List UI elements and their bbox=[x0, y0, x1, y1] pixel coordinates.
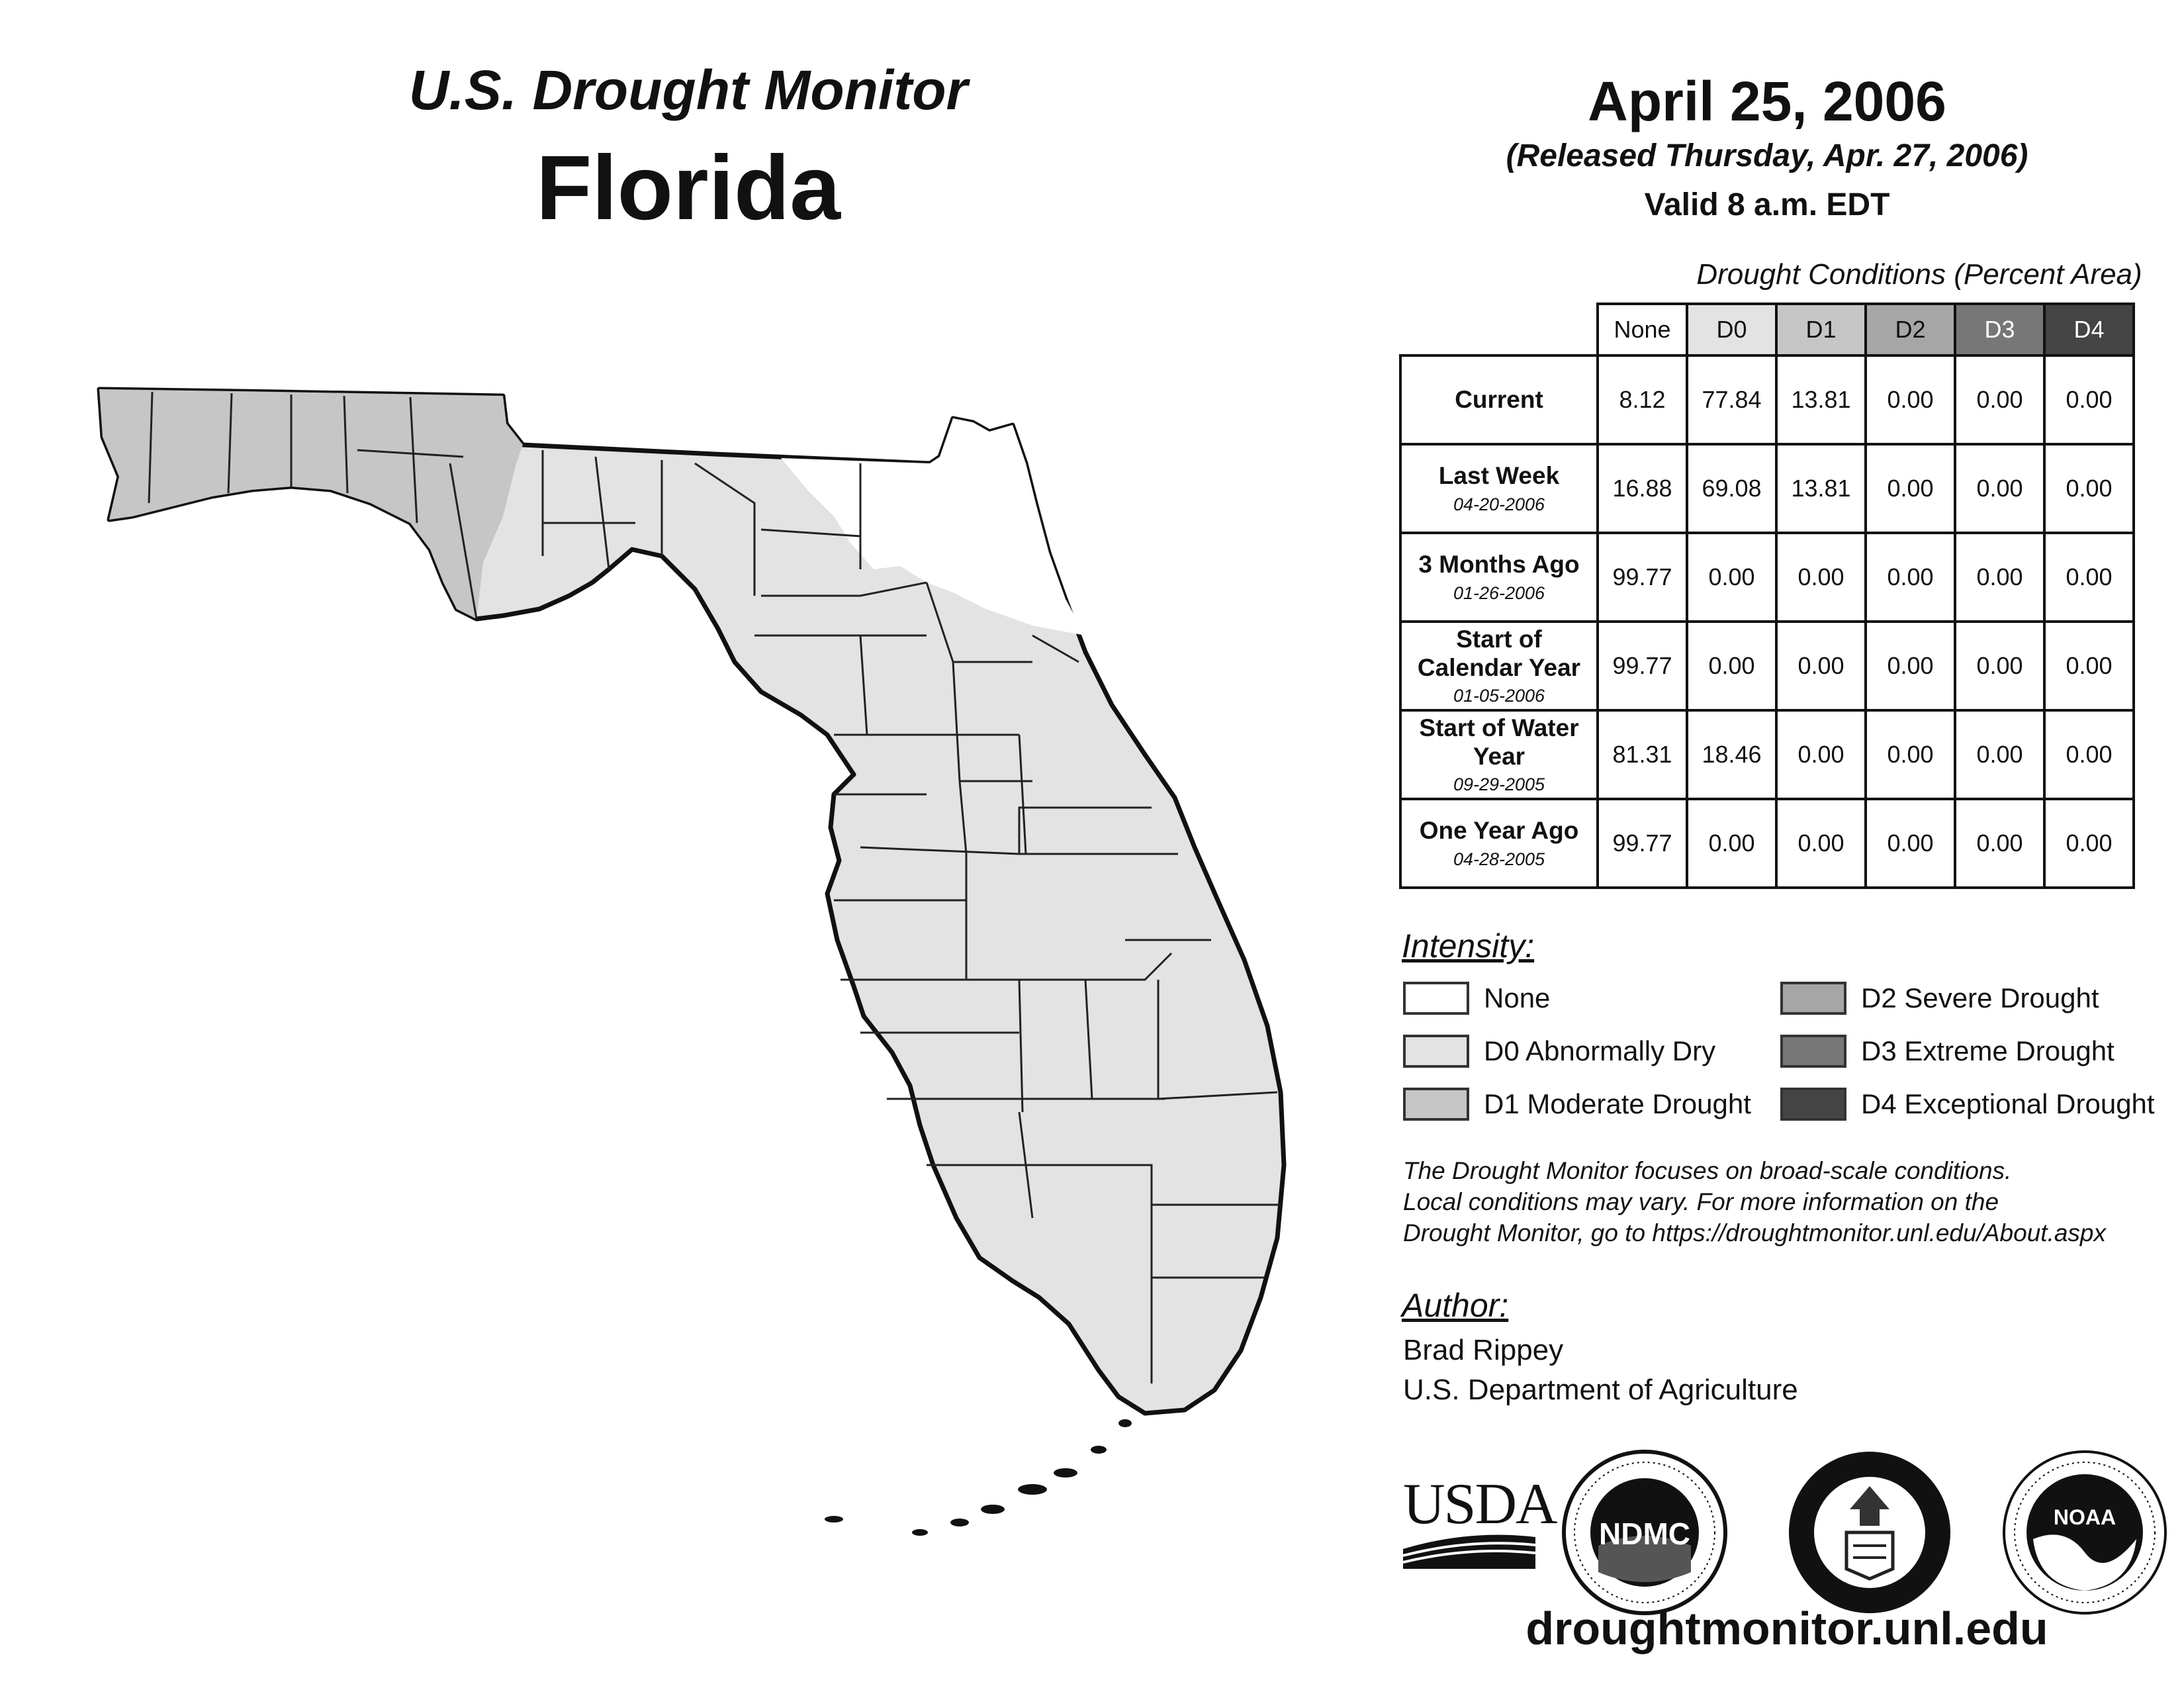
drought-conditions-table bbox=[1399, 303, 2135, 889]
legend-title: Intensity: bbox=[1402, 927, 1535, 964]
cell-d4: 0.00 bbox=[2044, 622, 2134, 710]
legend-swatch bbox=[1780, 982, 1846, 1015]
table-row bbox=[1400, 710, 2134, 799]
cell-d3: 0.00 bbox=[1955, 622, 2044, 710]
note-line: Local conditions may vary. For more information on the bbox=[1403, 1188, 1999, 1215]
legend-label: D0 Abnormally Dry bbox=[1484, 1035, 1716, 1066]
col-header-d2: D2 bbox=[1866, 304, 1955, 355]
row-label-text: Start of Calendar Year bbox=[1417, 625, 1581, 681]
legend-swatch bbox=[1403, 1035, 1469, 1068]
legend-item-d3 bbox=[1780, 1033, 2115, 1070]
cell-none: 8.12 bbox=[1598, 355, 1687, 444]
noaa-logo-text: NOAA bbox=[2053, 1505, 2116, 1529]
valid-time: Valid 8 a.m. EDT bbox=[1644, 187, 1890, 222]
cell-none: 99.77 bbox=[1598, 622, 1687, 710]
legend-label: None bbox=[1484, 982, 1551, 1013]
cell-d4: 0.00 bbox=[2044, 533, 2134, 622]
usda-logo-text: USDA bbox=[1403, 1472, 1557, 1536]
legend-item-d4 bbox=[1780, 1086, 2155, 1123]
cell-d2: 0.00 bbox=[1866, 444, 1955, 533]
ndmc-logo-text: NDMC bbox=[1599, 1517, 1690, 1551]
author-heading: Author: bbox=[1402, 1287, 1509, 1324]
florida-keys bbox=[825, 1419, 1132, 1536]
cell-d0: 0.00 bbox=[1687, 622, 1776, 710]
author-organization: U.S. Department of Agriculture bbox=[1403, 1374, 1798, 1406]
cell-d0: 18.46 bbox=[1687, 710, 1776, 799]
cell-d1: 0.00 bbox=[1776, 533, 1866, 622]
legend-item-d0 bbox=[1403, 1033, 1715, 1070]
row-date: 09-29-2005 bbox=[1453, 774, 1545, 795]
ndmc-logo bbox=[1559, 1446, 1731, 1618]
row-label-text: 3 Months Ago bbox=[1418, 551, 1580, 579]
table-row bbox=[1400, 355, 2134, 444]
cell-none: 16.88 bbox=[1598, 444, 1687, 533]
noaa-logo bbox=[1999, 1446, 2171, 1618]
row-label-text: Last Week bbox=[1438, 462, 1560, 490]
row-date: 01-05-2006 bbox=[1453, 686, 1545, 706]
col-header-d1: D1 bbox=[1776, 304, 1866, 355]
header-blank-cell bbox=[1400, 304, 1598, 355]
d1-region bbox=[99, 389, 523, 619]
author-name: Brad Rippey bbox=[1403, 1334, 1564, 1366]
legend-label: D2 Severe Drought bbox=[1861, 982, 2099, 1013]
cell-none: 99.77 bbox=[1598, 533, 1687, 622]
cell-d1: 0.00 bbox=[1776, 710, 1866, 799]
legend-swatch bbox=[1780, 1035, 1846, 1068]
cell-d3: 0.00 bbox=[1955, 355, 2044, 444]
cell-d3: 0.00 bbox=[1955, 710, 2044, 799]
legend-item-none bbox=[1403, 980, 1550, 1017]
d0-region bbox=[99, 389, 1284, 1413]
disclaimer-note bbox=[1403, 1155, 2171, 1248]
map-date: April 25, 2006 bbox=[1588, 70, 1946, 132]
cell-d2: 0.00 bbox=[1866, 799, 1955, 888]
cell-none: 81.31 bbox=[1598, 710, 1687, 799]
cell-d2: 0.00 bbox=[1866, 355, 1955, 444]
cell-d1: 0.00 bbox=[1776, 622, 1866, 710]
department-of-commerce-seal bbox=[1784, 1446, 1956, 1618]
cell-d2: 0.00 bbox=[1866, 622, 1955, 710]
cell-d4: 0.00 bbox=[2044, 355, 2134, 444]
row-label-text: Start of Water Year bbox=[1419, 714, 1579, 770]
cell-d0: 0.00 bbox=[1687, 533, 1776, 622]
row-label bbox=[1400, 622, 1598, 710]
col-header-none: None bbox=[1598, 304, 1687, 355]
cell-d0: 77.84 bbox=[1687, 355, 1776, 444]
row-label bbox=[1400, 533, 1598, 622]
legend-label: D4 Exceptional Drought bbox=[1861, 1088, 2155, 1119]
table-row bbox=[1400, 799, 2134, 888]
cell-d2: 0.00 bbox=[1866, 533, 1955, 622]
cell-d0: 69.08 bbox=[1687, 444, 1776, 533]
legend-item-d2 bbox=[1780, 980, 2099, 1017]
cell-none: 99.77 bbox=[1598, 799, 1687, 888]
website-url[interactable]: droughtmonitor.unl.edu bbox=[1525, 1603, 2048, 1654]
row-date: 01-26-2006 bbox=[1453, 583, 1545, 603]
note-line: The Drought Monitor focuses on broad-scale conditions. bbox=[1403, 1157, 2012, 1184]
cell-d3: 0.00 bbox=[1955, 799, 2044, 888]
legend-swatch bbox=[1403, 1088, 1469, 1121]
table-row bbox=[1400, 533, 2134, 622]
row-label bbox=[1400, 355, 1598, 444]
cell-d4: 0.00 bbox=[2044, 799, 2134, 888]
legend-label: D1 Moderate Drought bbox=[1484, 1088, 1751, 1119]
row-label bbox=[1400, 444, 1598, 533]
row-label-text: Current bbox=[1455, 385, 1543, 413]
map-title: U.S. Drought Monitor bbox=[408, 59, 968, 121]
usda-logo-swoosh bbox=[1403, 1529, 1535, 1569]
legend-label: D3 Extreme Drought bbox=[1861, 1035, 2115, 1066]
cell-d2: 0.00 bbox=[1866, 710, 1955, 799]
legend-swatch bbox=[1780, 1088, 1846, 1121]
note-line: Drought Monitor, go to https://droughtmonitor.unl.edu/About.aspx bbox=[1403, 1219, 2106, 1246]
cell-d1: 13.81 bbox=[1776, 444, 1866, 533]
table-caption: Drought Conditions (Percent Area) bbox=[1696, 258, 2142, 291]
release-date: (Released Thursday, Apr. 27, 2006) bbox=[1506, 138, 2028, 173]
table-row bbox=[1400, 622, 2134, 710]
table-header-row bbox=[1400, 304, 2134, 355]
col-header-d0: D0 bbox=[1687, 304, 1776, 355]
cell-d3: 0.00 bbox=[1955, 444, 2044, 533]
cell-d1: 0.00 bbox=[1776, 799, 1866, 888]
cell-d4: 0.00 bbox=[2044, 710, 2134, 799]
row-label bbox=[1400, 799, 1598, 888]
legend-item-d1 bbox=[1403, 1086, 1751, 1123]
legend-swatch bbox=[1403, 982, 1469, 1015]
cell-d0: 0.00 bbox=[1687, 799, 1776, 888]
cell-d3: 0.00 bbox=[1955, 533, 2044, 622]
cell-d4: 0.00 bbox=[2044, 444, 2134, 533]
row-label bbox=[1400, 710, 1598, 799]
table-row bbox=[1400, 444, 2134, 533]
row-label-text: One Year Ago bbox=[1419, 817, 1579, 845]
col-header-d3: D3 bbox=[1955, 304, 2044, 355]
row-date: 04-28-2005 bbox=[1453, 849, 1545, 869]
cell-d1: 13.81 bbox=[1776, 355, 1866, 444]
col-header-d4: D4 bbox=[2044, 304, 2134, 355]
state-name: Florida bbox=[535, 137, 841, 239]
row-date: 04-20-2006 bbox=[1453, 494, 1545, 514]
